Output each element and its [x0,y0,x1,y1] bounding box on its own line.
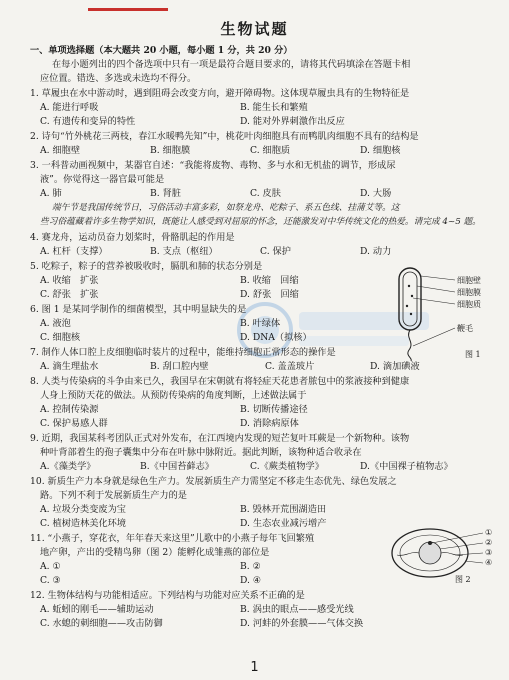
q9-option-a: A.《藻类学》 [40,461,96,472]
q3-option-a: A. 肺 [40,188,62,199]
fig1-label-flagellum: 鞭毛 [457,324,473,333]
q11-option-a: A. ① [40,561,61,572]
q3-stem: 3. 一科普动画视频中，某器官自述：“我能将废物、毒物、多与水和无机盐的调节，形成尿 [30,160,396,171]
q3-option-c: C. 皮肤 [250,188,281,199]
instruction-line: 应位置。错选、多选或未选均不得分。 [40,73,197,84]
fig2-mark-4: ④ [485,558,493,567]
bacterium-diagram [385,262,505,362]
q8-option-d: D. 消除病原体 [240,418,299,429]
q8-option-a: A. 控制传染源 [40,404,99,415]
q5-option-c: C. 舒张 扩张 [40,289,99,300]
fig2-mark-2: ② [485,538,493,547]
q9-option-d: D.《中国裸子植物志》 [360,461,453,472]
fig1-label-wall: 细胞壁 [457,276,481,285]
q6-option-b: B. 叶绿体 [240,318,281,329]
fig2-mark-3: ③ [485,548,493,557]
q7-option-c: C. 盖盖玻片 [265,361,315,372]
q10-stem-cont: 路。下列不利于发展新质生产力的是 [40,490,187,501]
q2-option-a: A. 细胞壁 [40,145,81,156]
q1-option-b: B. 能生长和繁殖 [240,102,308,113]
q6-option-c: C. 细胞核 [40,332,81,343]
q7-option-b: B. 刮口腔内壁 [150,361,209,372]
fig1-label-membrane: 细胞膜 [457,288,481,297]
q9-stem-cont: 种叶背部着生的孢子囊集中分布在叶脉中脉附近。据此判断，该物种适合收录在 [40,447,362,458]
fig2-caption: 图 2 [455,575,471,584]
figure-2 [385,525,505,585]
passage-line: 端午节是我国传统节日，习俗活动丰富多彩，如祭龙舟、吃粽子、系五色线、挂蒲艾等。这 [52,203,400,213]
red-mark [88,8,168,11]
q8-option-c: C. 保护易感人群 [40,418,108,429]
q6-option-a: A. 液泡 [40,318,71,329]
instruction-line: 在每小题列出的四个备选项中只有一项是最符合题目要求的，请将其代码填涂在答题卡相 [52,59,411,70]
q1-option-d: D. 能对外界刺激作出反应 [240,116,345,127]
q11-stem: 11. “小燕子，穿花衣，年年春天来这里”儿歌中的小燕子每年飞回繁殖 [30,533,315,544]
q10-option-c: C. 植树造林美化环境 [40,518,127,529]
q11-option-b: B. ② [240,561,261,572]
q4-option-b: B. 支点（枢纽） [150,246,218,257]
q9-option-b: B.《中国苔藓志》 [140,461,214,472]
q11-stem-cont: 地产卵，产出的受精鸟卵（图 2）能孵化成雏燕的部位是 [40,547,270,558]
q5-option-b: B. 收缩 回缩 [240,275,299,286]
q10-stem: 10. 新质生产力本身就是绿色生产力。发展新质生产力需坚定不移走生态优先、绿色发展之 [30,476,397,487]
q2-option-d: D. 细胞核 [360,145,401,156]
q3-option-d: D. 大肠 [360,188,392,199]
q8-option-b: B. 切断传播途径 [240,404,308,415]
q2-stem: 2. 诗句“竹外桃花三两枝，春江水暖鸭先知”中，桃花叶肉细胞具有而鸭肌肉细胞不具有的结构是 [30,131,419,142]
page-number: 1 [250,660,259,675]
q1-option-a: A. 能进行呼吸 [40,102,99,113]
q4-option-a: A. 杠杆（支撑） [40,246,108,257]
q8-stem-cont: 人身上预防天花的做法。从预防传染病的角度判断，上述做法属于 [40,390,307,401]
q12-stem: 12. 生物体结构与功能相适应。下列结构与功能对应关系不正确的是 [30,590,305,601]
q11-option-d: D. ④ [240,575,262,586]
section-heading: 一、单项选择题（本大题共 20 小题，每小题 1 分，共 20 分） [30,45,293,56]
q4-option-d: D. 动力 [360,246,392,257]
q9-stem: 9. 近期，我国某科考团队正式对外发布，在江西境内发现的短芒复叶耳蕨是一个新物种。该物 [30,433,410,444]
q7-stem: 7. 制作人体口腔上皮细胞临时装片的过程中，能维持细胞正常形态的操作是 [30,347,336,358]
q3-option-b: B. 肾脏 [150,188,181,199]
q5-option-a: A. 收缩 扩张 [40,275,99,286]
q9-option-c: C.《蕨类植物学》 [250,461,324,472]
q12-option-b: B. 涡虫的眼点——感受光线 [240,604,354,615]
q8-stem: 8. 人类与传染病的斗争由来已久，我国早在宋朝就有将轻症天花患者脓包中的浆液接种到健康 [30,376,410,387]
q10-option-b: B. 毁林开荒围湖造田 [240,504,327,515]
q7-option-d: D. 滴加碘液 [370,361,420,372]
q7-option-a: A. 滴生理盐水 [40,361,99,372]
q1-stem: 1. 草履虫在水中游动时，遇到阻碍会改变方向，避开障碍物。这体现草履虫具有的生物特征是 [30,88,410,99]
q6-stem: 6. 图 1 是某同学制作的细菌模型，其中明显缺失的是 [30,304,247,315]
q12-option-c: C. 水螅的刺细胞——攻击防御 [40,618,163,629]
fig2-mark-1: ① [485,528,493,537]
q2-option-c: C. 细胞质 [250,145,291,156]
q11-option-c: C. ③ [40,575,61,586]
q5-option-d: D. 舒张 回缩 [240,289,299,300]
q12-option-d: D. 河蚌的外套膜——气体交换 [240,618,364,629]
q10-option-d: D. 生态农业减污增产 [240,518,327,529]
q2-option-b: B. 细胞膜 [150,145,191,156]
q1-option-c: C. 有遗传和变异的特性 [40,116,136,127]
q5-stem: 5. 吃粽子，粽子的营养被吸收时，膈肌和肺的状态分别是 [30,261,263,272]
page-title: 生物试题 [220,20,289,38]
fig1-label-cytoplasm: 细胞质 [457,300,481,309]
q3-stem-cont: 液”。你觉得这一器官最可能是 [40,174,165,185]
passage-line: 些习俗蕴藏着许多生物学知识，既能让人感受到对屈原的怀念，还能激发对中华传统文化的热爱。请完成 4~5 题。 [40,217,481,227]
q4-stem: 4. 赛龙舟，运动员奋力划桨时，骨骼肌起的作用是 [30,232,235,243]
q4-option-c: C. 保护 [260,246,291,257]
q10-option-a: A. 垃圾分类变废为宝 [40,504,126,515]
q6-option-d: D. DNA（拟核） [240,332,312,343]
fig1-caption: 图 1 [465,350,481,359]
figure-1 [385,262,505,362]
q12-option-a: A. 蚯蚓的刚毛——辅助运动 [40,604,154,615]
